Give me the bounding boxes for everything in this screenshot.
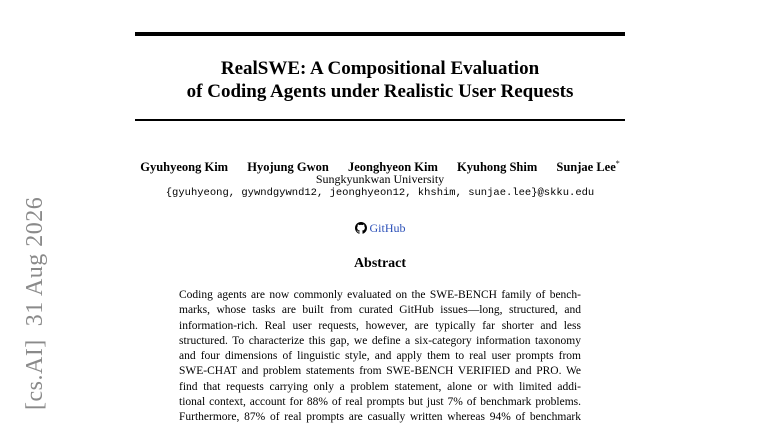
github-link[interactable] [100,221,660,238]
abstract-heading: Abstract [353,256,407,271]
author-emails: {gyuhyeong, gywndgywnd12, jeonghyeon12, khshim, sunjae.lee}@skku.edu [165,187,595,199]
github-icon [355,222,367,238]
abstract-line: find that requests carrying only a problem statement, alone or with limited addi- [179,380,581,393]
paper-title [100,57,660,103]
title-line-2: of Coding Agents under Realistic User Requests [186,81,574,102]
author: Gyuhyeong Kim [140,160,229,175]
abstract-line: SWE-CHAT and problem statements from SWE-BENCH VERIFIED and PRO. We [179,365,581,378]
abstract-line: marks, whose tasks are built from curated GitHub issues—long, structured, and [179,304,581,317]
affiliation: Sungkyunkwan University [315,172,445,186]
author: Hyojung Gwon [247,160,329,175]
abstract-line: tional context, account for 88% of real prompts but just 7% of benchmark problems. [179,396,581,409]
github-link-label[interactable]: GitHub [369,221,406,235]
corresponding-author-mark: * [615,159,620,168]
title-line-1: RealSWE: A Compositional Evaluation [220,58,540,79]
title-bottom-rule [135,119,625,121]
author: Jeonghyeon Kim [347,160,438,175]
author: Sunjae Lee* [556,159,620,175]
abstract-body [179,288,581,426]
abstract-line: and four dimensions of linguistic style, and apply them to real user prompts from [179,350,581,363]
arxiv-side-stamp: [cs.AI] 31 Aug 2026 [22,196,48,410]
abstract-line: Furthermore, 87% of real prompts are casually written whereas 94% of benchmark [179,411,581,424]
abstract-line: Coding agents are now commonly evaluated on the SWE-BENCH family of bench- [179,289,581,301]
abstract-line: information-rich. Real user requests, however, are typically far shorter and less [179,319,581,332]
title-top-rule [135,32,625,36]
author: Kyuhong Shim [457,160,538,175]
abstract-line: structured. To characterize this gap, we define a six-category information taxonomy [179,334,581,347]
